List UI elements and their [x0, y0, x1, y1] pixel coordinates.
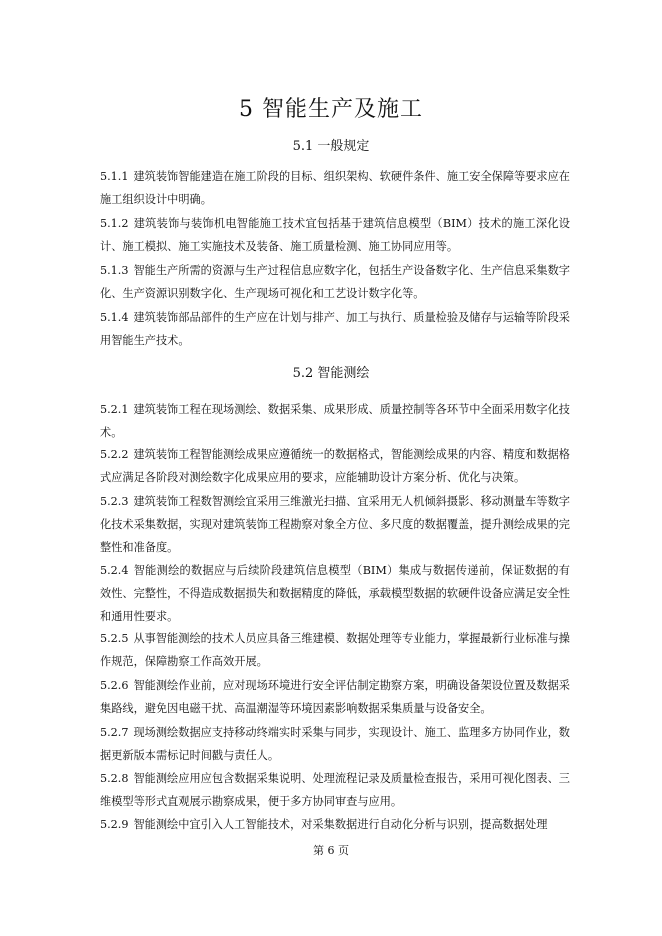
- clause-text: 建筑装饰工程智能测绘成果应遵循统一的数据格式，智能测绘成果的内容、精度和数据格式应满足各阶段对测绘数字化成果应用的要求，应能辅助设计方案分析、优化与决策。: [100, 448, 570, 484]
- clause-number: 5.2.2: [100, 448, 129, 461]
- clause-text: 建筑装饰工程数智测绘宜采用三维激光扫描、宜采用无人机倾斜摄影、移动测量车等数字化技术采集数据，实现对建筑装饰工程勘察对象全方位、多尺度的数据覆盖，提升测绘成果的完整性和准备度。: [100, 495, 570, 554]
- clause-text: 建筑装饰智能建造在施工阶段的目标、组织架构、软硬件条件、施工安全保障等要求应在施工组织设计中明确。: [100, 170, 570, 206]
- clause-text: 建筑装饰与装饰机电智能施工技术宜包括基于建筑信息模型（BIM）技术的施工深化设计、施工模拟、施工实施技术及装备、施工质量检测、施工协同应用等。: [100, 217, 570, 253]
- clause-number: 5.1.4: [100, 311, 129, 324]
- clause-number: 5.2.8: [100, 772, 129, 785]
- clause-5-2-9: [100, 813, 570, 836]
- clause-5-2-8: [100, 767, 570, 813]
- clause-text: 现场测绘数据应支持移动终端实时采集与同步，实现设计、施工、监理多方协同作业，数据更新版本需标记时间戳与责任人。: [100, 726, 570, 762]
- clause-5-1-2: [100, 212, 570, 258]
- clause-number: 5.2.3: [100, 495, 129, 508]
- clause-5-2-3: [100, 490, 570, 559]
- clause-number: 5.2.4: [100, 564, 129, 577]
- section-title-5-2: 5.2 智能测绘: [292, 366, 370, 381]
- clause-number: 5.2.1: [100, 403, 129, 416]
- clause-number: 5.2.9: [100, 818, 129, 831]
- clause-5-2-4: [100, 559, 570, 628]
- clause-text: 智能测绘中宜引入人工智能技术，对采集数据进行自动化分析与识别，提高数据处理: [133, 818, 548, 831]
- clause-text: 智能测绘作业前，应对现场环境进行安全评估制定勘察方案，明确设备架设位置及数据采集路线，避免因电磁干扰、高温潮湿等环境因素影响数据采集质量与设备安全。: [100, 679, 570, 715]
- clause-5-1-4: [100, 306, 570, 352]
- clause-text: 建筑装饰部品部件的生产应在计划与排产、加工与执行、质量检验及储存与运输等阶段采用智能生产技术。: [100, 311, 570, 347]
- clause-number: 5.2.5: [100, 632, 129, 645]
- clause-5-2-1: [100, 398, 570, 444]
- clause-5-2-2: [100, 443, 570, 489]
- clause-number: 5.1.3: [100, 264, 129, 277]
- clause-5-2-7: [100, 721, 570, 767]
- clause-5-2-5: [100, 627, 570, 673]
- section-title-5-1: 5.1 一般规定: [292, 139, 370, 154]
- clause-5-1-3: [100, 259, 570, 305]
- chapter-title: 5 智能生产及施工: [239, 97, 423, 122]
- clause-number: 5.2.7: [100, 726, 129, 739]
- clause-text: 智能测绘应用应包含数据采集说明、处理流程记录及质量检查报告，采用可视化图表、三维模型等形式直观展示勘察成果，便于多方协同审查与应用。: [100, 772, 570, 808]
- clause-text: 从事智能测绘的技术人员应具备三维建模、数据处理等专业能力，掌握最新行业标准与操作规范，保障勘察工作高效开展。: [100, 632, 570, 668]
- clause-text: 建筑装饰工程在现场测绘、数据采集、成果形成、质量控制等各环节中全面采用数字化技术。: [100, 403, 570, 439]
- page-number: 第 6 页: [313, 844, 349, 857]
- clause-text: 智能生产所需的资源与生产过程信息应数字化，包括生产设备数字化、生产信息采集数字化、生产资源识别数字化、生产现场可视化和工艺设计数字化等。: [100, 264, 570, 300]
- clause-5-1-1: [100, 165, 570, 211]
- clause-text: 智能测绘的数据应与后续阶段建筑信息模型（BIM）集成与数据传递前，保证数据的有效性、完整性，不得造成数据损失和数据精度的降低，承载模型数据的软硬件设备应满足安全性和通用性要求。: [100, 564, 570, 623]
- clause-number: 5.2.6: [100, 679, 129, 692]
- clause-number: 5.1.1: [100, 170, 129, 183]
- clause-number: 5.1.2: [100, 217, 129, 230]
- clause-5-2-6: [100, 674, 570, 720]
